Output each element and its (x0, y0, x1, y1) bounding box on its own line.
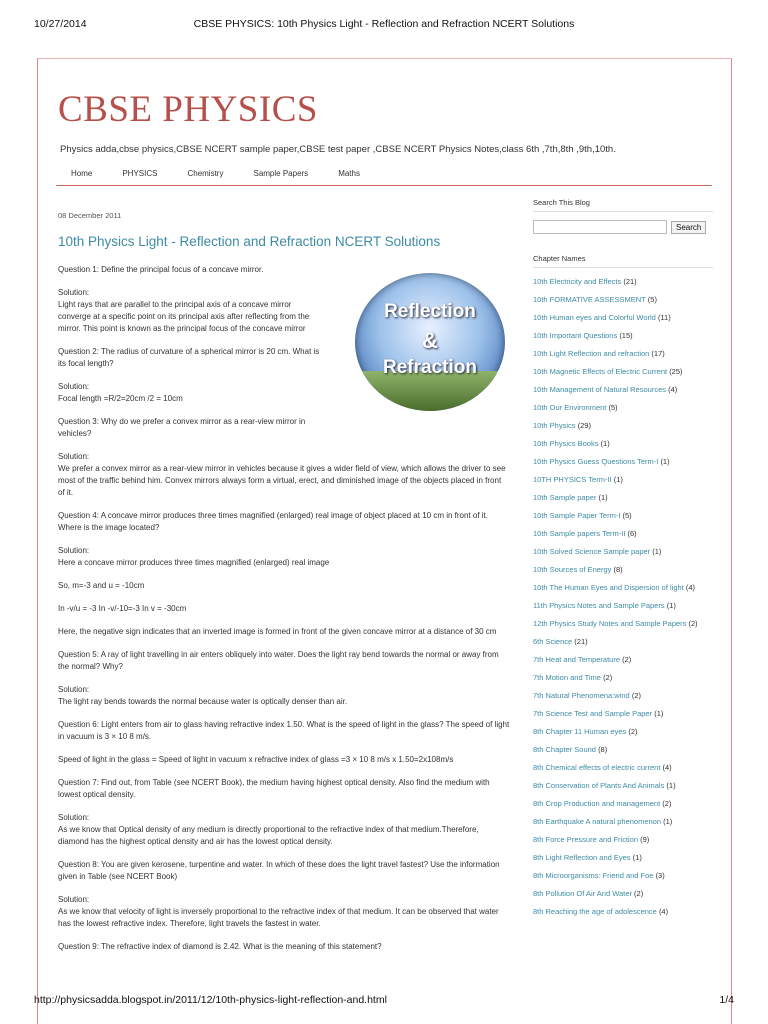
category-count: (1) (663, 817, 673, 826)
category-item (533, 546, 713, 558)
category-link[interactable]: 8th Chapter Sound (533, 745, 596, 754)
category-link[interactable]: 12th Physics Study Notes and Sample Papers (533, 619, 687, 628)
category-item (533, 312, 713, 324)
category-item (533, 564, 713, 576)
category-count: (1) (632, 853, 642, 862)
category-item (533, 654, 713, 666)
category-count: (2) (603, 673, 613, 682)
category-count: (8) (598, 745, 608, 754)
nav-physics[interactable]: PHYSICS (122, 169, 158, 178)
reflection-refraction-image (355, 273, 505, 411)
print-header (34, 18, 734, 32)
category-link[interactable]: 10th Human eyes and Colorful World (533, 313, 656, 322)
category-item (533, 726, 713, 738)
category-item (533, 870, 713, 882)
category-item (533, 852, 713, 864)
category-count: (1) (660, 457, 670, 466)
category-count: (2) (622, 655, 632, 664)
category-link[interactable]: 10th FORMATIVE ASSESSMENT (533, 295, 646, 304)
frame-top-border (37, 58, 732, 59)
category-item (533, 600, 713, 612)
category-item (533, 276, 713, 288)
category-item (533, 330, 713, 342)
category-link[interactable]: 10th Physics Books (533, 439, 599, 448)
image-text-line: Refraction (383, 357, 477, 378)
category-count: (5) (647, 295, 657, 304)
category-item (533, 528, 713, 540)
category-link[interactable]: 8th Light Reflection and Eyes (533, 853, 631, 862)
category-link[interactable]: 10th Sample Paper Term-I (533, 511, 621, 520)
category-link[interactable]: 10th Electricity and Effects (533, 277, 622, 286)
post-date: 08 December 2011 (58, 211, 122, 220)
post-paragraph: Question 3: Why do we prefer a convex mirror as a rear-view mirror in vehicles? (58, 417, 306, 438)
post-paragraph: Question 4: A concave mirror produces three times magnified (enlarged) real image of object placed at 10 cm in front of it. Where is the image located? (58, 511, 488, 532)
post-paragraph: Question 7: Find out, from Table (see NCERT Book), the medium having highest optical density. Also find the medium with lowest optical density. (58, 778, 490, 799)
category-count: (1) (652, 547, 662, 556)
category-count: (5) (608, 403, 618, 412)
category-item (533, 474, 713, 486)
category-item (533, 906, 713, 918)
blog-description: Physics adda,cbse physics,CBSE NCERT sample paper,CBSE test paper ,CBSE NCERT Physics Notes,class 6th ,7th,8th ,9th,10th. (60, 144, 616, 155)
post-paragraph: Solution: We prefer a convex mirror as a rear-view mirror in vehicles because it gives a wider field of view, which allows the driver to see most of the traffic behind him. Convex mirrors always form a virtual, erect, and diminished image of the objects placed in front of it. (58, 452, 506, 497)
category-count: (15) (619, 331, 633, 340)
frame-right-border (731, 58, 732, 1024)
category-link[interactable]: 10th Sample papers Term-II (533, 529, 626, 538)
category-count: (9) (640, 835, 650, 844)
category-link[interactable]: 8th Pollution Of Air And Water (533, 889, 632, 898)
category-item (533, 366, 713, 378)
category-item (533, 456, 713, 468)
category-link[interactable]: 10th Solved Science Sample paper (533, 547, 651, 556)
sidebar (533, 198, 713, 924)
category-count: (6) (627, 529, 637, 538)
category-count: (21) (574, 637, 588, 646)
category-count: (1) (598, 493, 608, 502)
category-count: (29) (577, 421, 591, 430)
category-link[interactable]: 10th Sample paper (533, 493, 597, 502)
print-page-number: 1/4 (719, 994, 734, 1006)
category-item (533, 492, 713, 504)
category-link[interactable]: 8th Chapter 11 Human eyes (533, 727, 627, 736)
category-item (533, 816, 713, 828)
category-link[interactable]: 10th Light Reflection and refraction (533, 349, 650, 358)
category-count: (3) (655, 871, 665, 880)
category-link[interactable]: 10th Physics (533, 421, 576, 430)
category-count: (2) (631, 691, 641, 700)
category-item (533, 888, 713, 900)
post-title[interactable]: 10th Physics Light - Reflection and Refraction NCERT Solutions (58, 234, 441, 249)
category-link[interactable]: 10th Physics Guess Questions Term-I (533, 457, 659, 466)
post-paragraph: Solution: Light rays that are parallel to the principal axis of a concave mirror converge at a specific point on its principal axis after reflecting from the mirror. This point is known as the principal focus of the concave mirror (58, 288, 310, 333)
category-link[interactable]: 8th Chemical effects of electric current (533, 763, 661, 772)
post-paragraph: Question 6: Light enters from air to glass having refractive index 1.50. What is the speed of light in the glass? The speed of light in vacuum is 3 × 10 8 m/s. (58, 720, 510, 741)
category-link[interactable]: 11th Physics Notes and Sample Papers (533, 601, 665, 610)
category-item (533, 384, 713, 396)
frame-left-border (37, 58, 38, 1024)
category-item (533, 744, 713, 756)
category-count: (4) (685, 583, 696, 592)
category-count: (4) (668, 385, 678, 394)
category-link[interactable]: 6th Science (533, 637, 573, 646)
category-link[interactable]: 7th Natural Phenomena:wind (533, 691, 630, 700)
post-paragraph: Solution: As we know that Optical density of any medium is directly proportional to the refractive index of that medium.Therefore, diamond has the highest optical density and air has the lowest optical density. (58, 813, 479, 846)
category-link[interactable]: 8th Conservation of Plants And Animals (533, 781, 665, 790)
category-link[interactable]: 8th Crop Production and management (533, 799, 661, 808)
post-paragraph: Solution: As we know that velocity of light is inversely proportional to the refractive index of that medium. It can be observed that water has the lowest refractive index. Therefore, light travels the fastest in water. (58, 895, 499, 928)
category-item (533, 402, 713, 414)
category-item (533, 834, 713, 846)
categories-label: Chapter Names (533, 254, 586, 263)
category-count: (2) (634, 889, 644, 898)
category-count: (2) (662, 799, 672, 808)
category-item (533, 348, 713, 360)
category-item (533, 618, 713, 630)
post-paragraph: So, m=-3 and u = -10cm (58, 581, 145, 590)
category-count: (4) (658, 907, 669, 916)
category-count: (1) (613, 475, 623, 484)
category-item (533, 672, 713, 684)
sidebar-divider (533, 211, 713, 212)
search-row (533, 220, 713, 234)
post-paragraph: Question 9: The refractive index of diamond is 2.42. What is the meaning of this statement? (58, 942, 382, 951)
category-count: (1) (666, 601, 676, 610)
category-link[interactable]: 7th Motion and Time (533, 673, 601, 682)
post-paragraph: Question 5: A ray of light travelling in air enters obliquely into water. Does the light ray bend towards the normal or away from the normal? Why? (58, 650, 499, 671)
category-item (533, 762, 713, 774)
category-link[interactable]: 10th Management of Natural Resources (533, 385, 666, 394)
category-link[interactable]: 8th Reaching the age of adolescence (533, 907, 657, 916)
post-paragraph: Question 8: You are given kerosene, turpentine and water. In which of these does the light travel fastest? Use the information given in Table (see NCERT Book) (58, 860, 500, 881)
nav-home[interactable]: Home (71, 169, 93, 178)
print-date: 10/27/2014 (34, 18, 87, 30)
category-count: (11) (657, 313, 671, 322)
image-text-line: & (422, 328, 438, 353)
category-count: (8) (613, 565, 623, 574)
category-link[interactable]: 10th The Human Eyes and Dispersion of light (533, 583, 684, 592)
search-label: Search This Blog (533, 198, 590, 207)
category-item (533, 510, 713, 522)
category-item (533, 690, 713, 702)
print-footer (34, 994, 734, 1006)
category-item (533, 438, 713, 450)
category-link[interactable]: 10th Important Questions (533, 331, 618, 340)
nav-bar (56, 169, 375, 178)
category-link[interactable]: 10TH PHYSICS Term-II (533, 475, 612, 484)
category-item (533, 780, 713, 792)
post-paragraph: In -v/u = -3 In -v/-10=-3 In v = -30cm (58, 604, 187, 613)
category-link[interactable]: 8th Force Pressure and Friction (533, 835, 639, 844)
search-input[interactable] (533, 220, 667, 234)
sidebar-divider (533, 267, 713, 268)
category-item (533, 708, 713, 720)
category-item (533, 582, 713, 594)
category-link[interactable]: 10th Sources of Energy (533, 565, 612, 574)
nav-sample-papers[interactable]: Sample Papers (253, 169, 309, 178)
nav-maths[interactable]: Maths (338, 169, 360, 178)
post-paragraph: Question 2: The radius of curvature of a spherical mirror is 20 cm. What is its focal length? (58, 347, 320, 368)
blog-title[interactable]: CBSE PHYSICS (58, 89, 318, 130)
category-count: (2) (628, 727, 638, 736)
post-paragraph: Solution: Here a concave mirror produces three times magnified (enlarged) real image (58, 546, 330, 567)
post-paragraph: Solution: The light ray bends towards the normal because water is optically denser than air. (58, 685, 348, 706)
post-paragraph: Solution: Focal length =R/2=20cm /2 = 10cm (58, 382, 183, 403)
category-count: (1) (654, 709, 664, 718)
print-url: http://physicsadda.blogspot.in/2011/12/10th-physics-light-reflection-and.html (34, 994, 387, 1006)
search-button[interactable]: Search (671, 221, 706, 234)
category-count: (21) (623, 277, 637, 286)
nav-divider (56, 185, 712, 186)
image-text-line: Reflection (384, 301, 476, 322)
category-link[interactable]: 8th Earthquake A natural phenomenon (533, 817, 662, 826)
print-page-title: CBSE PHYSICS: 10th Physics Light - Reflection and Refraction NCERT Solutions (193, 18, 575, 30)
post-paragraph: Question 1: Define the principal focus of a concave mirror. (58, 265, 264, 274)
category-link[interactable]: 7th Science Test and Sample Paper (533, 709, 653, 718)
category-count: (5) (622, 511, 632, 520)
category-item (533, 420, 713, 432)
category-link[interactable]: 10th Magnetic Effects of Electric Current (533, 367, 668, 376)
post-paragraph: Speed of light in the glass = Speed of light in vacuum x refractive index of glass =3 × 10 8 m/s x 1.50=2x108m/s (58, 755, 454, 764)
category-count: (25) (669, 367, 683, 376)
category-count: (2) (688, 619, 698, 628)
category-link[interactable]: 10th Our Environment (533, 403, 607, 412)
category-item (533, 798, 713, 810)
category-count: (1) (666, 781, 676, 790)
category-link[interactable]: 8th Microorganisms: Friend and Foe (533, 871, 654, 880)
category-list (533, 276, 713, 918)
category-item (533, 636, 713, 648)
post-paragraph: Here, the negative sign indicates that an inverted image is formed in front of the given concave mirror at a distance of 30 cm (58, 627, 497, 636)
category-count: (17) (651, 349, 665, 358)
nav-chemistry[interactable]: Chemistry (187, 169, 224, 178)
category-item (533, 294, 713, 306)
category-count: (4) (662, 763, 672, 772)
category-count: (1) (600, 439, 610, 448)
category-link[interactable]: 7th Heat and Temperature (533, 655, 621, 664)
